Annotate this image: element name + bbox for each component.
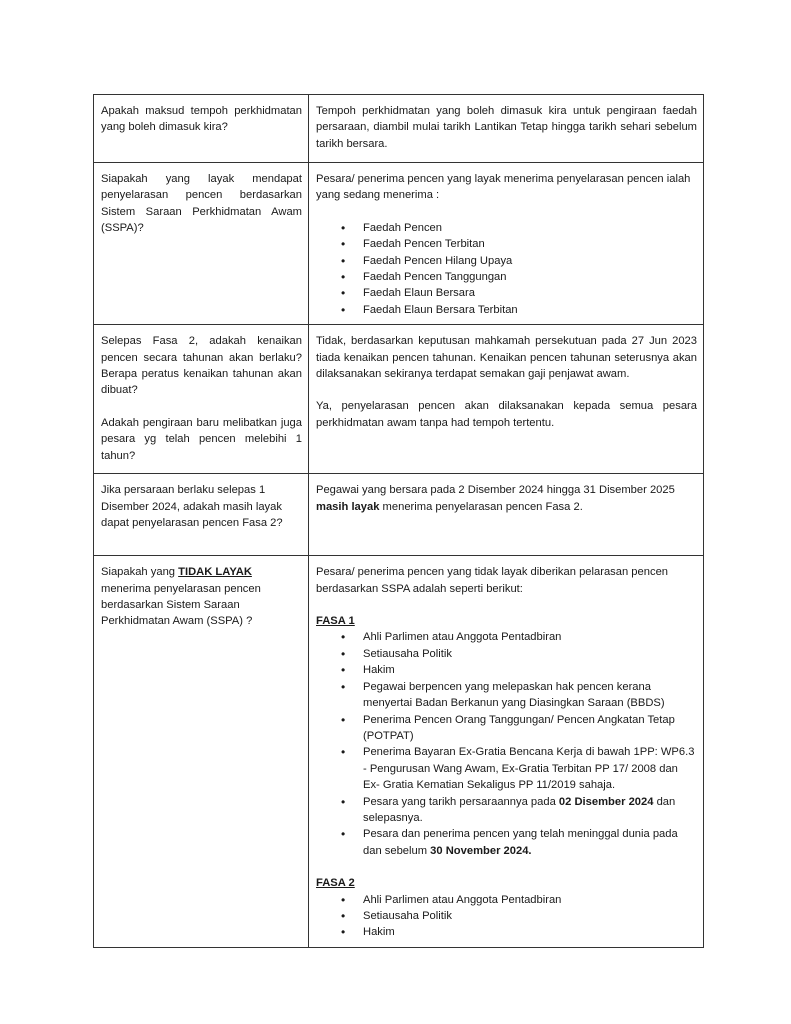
table-row bbox=[94, 95, 704, 163]
question-text: Adakah pengiraan baru melibatkan juga pesara yg telah pencen melebihi 1 tahun? bbox=[101, 416, 302, 462]
list-item: • Faedah Elaun Bersara bbox=[316, 285, 697, 301]
list-item: • Setiausaha Politik bbox=[316, 908, 697, 924]
eligible-list bbox=[316, 220, 697, 318]
list-item-pre: Pesara dan penerima pencen yang telah meninggal dunia pada dan sebelum bbox=[363, 828, 678, 857]
answer-cell bbox=[309, 163, 704, 325]
list-item: • Faedah Pencen bbox=[316, 220, 697, 236]
list-item-bold: 30 November 2024. bbox=[430, 844, 532, 857]
list-item-post: dan selepasnya. bbox=[363, 795, 676, 824]
list-item bbox=[316, 826, 697, 859]
table-row bbox=[94, 325, 704, 474]
list-item: • Hakim bbox=[316, 924, 697, 940]
answer-text: Tempoh perkhidmatan yang boleh dimasuk kira untuk pengiraan faedah persaraan, diambil mulai tarikh Lantikan Tetap hingga tarikh sehari sebelum tarikh bersara. bbox=[316, 105, 697, 150]
answer-text: Tidak, berdasarkan keputusan mahkamah persekutuan pada 27 Jun 2023 tiada kenaikan pencen tahunan. Kenaikan pencen tahunan seterusnya akan dilaksanakan sekiranya terdapat semakan gaji penjawat awam. bbox=[316, 335, 697, 381]
question-cell bbox=[94, 474, 309, 556]
fasa-2-heading: FASA 2 bbox=[316, 877, 355, 890]
answer-cell bbox=[309, 556, 704, 948]
list-item-bold: 02 Disember 2024 bbox=[558, 795, 654, 808]
list-item bbox=[316, 794, 697, 827]
faq-table bbox=[93, 94, 704, 948]
fasa-1-heading: FASA 1 bbox=[316, 615, 355, 628]
question-cell bbox=[94, 325, 309, 474]
question-text: Jika persaraan berlaku selepas 1 Disember 2024, adakah masih layak dapat penyelarasan pencen Fasa 2? bbox=[101, 484, 283, 530]
list-item: • Penerima Pencen Orang Tanggungan/ Pencen Angkatan Tetap (POTPAT) bbox=[316, 712, 697, 745]
question-text-emphasis: TIDAK LAYAK bbox=[178, 566, 252, 579]
answer-text-post: menerima penyelarasan pencen Fasa 2. bbox=[379, 500, 583, 513]
table-row bbox=[94, 163, 704, 325]
question-cell bbox=[94, 163, 309, 325]
list-item: • Faedah Pencen Hilang Upaya bbox=[316, 253, 697, 269]
question-text-post: menerima penyelarasan pencen berdasarkan Sistem Saraan Perkhidmatan Awam (SSPA) ? bbox=[101, 582, 261, 628]
fasa-1-list bbox=[316, 629, 697, 859]
list-item-pre: Pesara yang tarikh persaraannya pada bbox=[363, 795, 559, 808]
answer-cell bbox=[309, 474, 704, 556]
fasa-2-list bbox=[316, 892, 697, 941]
question-cell bbox=[94, 556, 309, 948]
list-item: • Pegawai berpencen yang melepaskan hak pencen kerana menyertai Badan Berkanun yang Diasingkan Saraan (BBDS) bbox=[316, 679, 697, 712]
answer-intro: Pesara/ penerima pencen yang tidak layak diberikan pelarasan pencen berdasarkan SSPA adalah seperti berikut: bbox=[316, 566, 669, 595]
answer-cell bbox=[309, 325, 704, 474]
list-item: • Faedah Pencen Terbitan bbox=[316, 236, 697, 252]
question-text: Siapakah yang layak mendapat penyelarasan pencen berdasarkan Sistem Saraan Perkhidmatan Awam (SSPA)? bbox=[101, 173, 302, 235]
list-item: • Ahli Parlimen atau Anggota Pentadbiran bbox=[316, 629, 697, 645]
list-item: • Ahli Parlimen atau Anggota Pentadbiran bbox=[316, 892, 697, 908]
list-item: • Setiausaha Politik bbox=[316, 646, 697, 662]
table-row bbox=[94, 474, 704, 556]
table-row bbox=[94, 556, 704, 948]
question-text: Selepas Fasa 2, adakah kenaikan pencen secara tahunan akan berlaku? Berapa peratus kenaikan tahunan akan dibuat? bbox=[101, 335, 302, 397]
answer-text-bold: masih layak bbox=[316, 500, 380, 513]
list-item: • Penerima Bayaran Ex-Gratia Bencana Kerja di bawah 1PP: WP6.3 - Pengurusan Wang Awam, Ex-Gratia Terbitan PP 17/ 2008 dan Ex- Gratia Kematian Sekaligus PP 11/2019 sahaja. bbox=[316, 744, 697, 793]
question-cell bbox=[94, 95, 309, 163]
list-item: • Faedah Pencen Tanggungan bbox=[316, 269, 697, 285]
list-item: • Hakim bbox=[316, 662, 697, 678]
question-text: Apakah maksud tempoh perkhidmatan yang boleh dimasuk kira? bbox=[101, 105, 302, 134]
answer-text-pre: Pegawai yang bersara pada 2 Disember 2024 hingga 31 Disember 2025 bbox=[316, 484, 675, 497]
answer-intro: Pesara/ penerima pencen yang layak menerima penyelarasan pencen ialah yang sedang menerima : bbox=[316, 173, 691, 202]
list-item: • Faedah Elaun Bersara Terbitan bbox=[316, 302, 697, 318]
answer-text: Ya, penyelarasan pencen akan dilaksanakan kepada semua pesara perkhidmatan awam tanpa had tempoh tertentu. bbox=[316, 400, 697, 429]
answer-cell bbox=[309, 95, 704, 163]
question-text-pre: Siapakah yang bbox=[101, 566, 179, 579]
